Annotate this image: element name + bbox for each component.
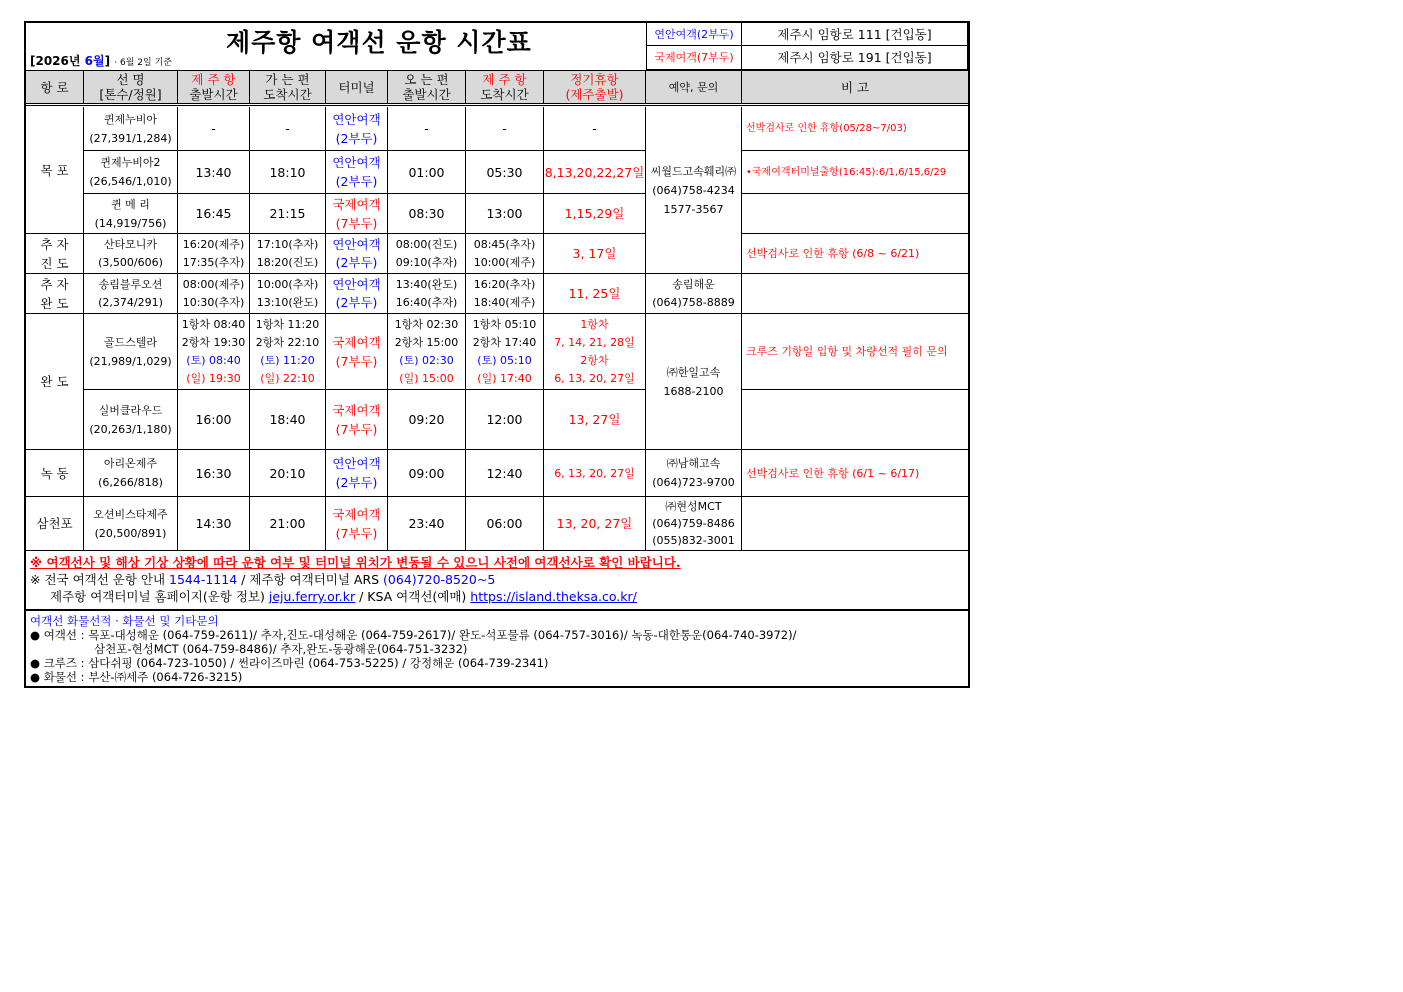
gold-stella-terminal: 국제여객 (7부두) [326,314,388,390]
ocean-vista-return-depart: 23:40 [388,497,466,551]
gold-stella-return-depart: 1항차 02:30 2항차 15:00 (토) 02:30 (일) 15:00 [388,314,466,390]
queen-nubia-arrive: - [250,107,326,151]
queen-mary-holiday: 1,15,29일 [544,194,646,234]
arion-holiday: 6, 13, 20, 27일 [544,450,646,497]
queen-nubia-depart: - [178,107,250,151]
header-terminal: 터미널 [326,70,388,104]
header-remarks: 비 고 [742,70,968,104]
terminal-coastal-label: 연안여객(2부두) [646,23,742,46]
arion-depart: 16:30 [178,450,250,497]
queen-nubia2-holiday: 8,13,20,22,27일 [544,151,646,194]
footer-line-passenger: ● 여객선 : 목포-대성해운 (064-759-2611)/ 추자,진도-대성해운 (064-759-2617)/ 완도-석포물류 (064-757-3016)/ 녹동-대한통운(064-740-3972)/ [30,628,797,642]
queen-mary-return-depart: 08:30 [388,194,466,234]
ship-arion-jeju: 아리온제주 (6,266/818) [84,450,178,497]
contact-hyunsung: ㈜현성MCT (064)759-8486 (055)832-3001 [646,497,742,551]
homepage-line: 제주항 여객터미널 홈페이지(운항 정보) jeju.ferry.or.kr / KSA 여객선(예매) https://island.theksa.co.kr/ [50,589,637,604]
queen-mary-return-arrive: 13:00 [466,194,544,234]
queen-nubia2-return-arrive: 05:30 [466,151,544,194]
header-holiday: 정기휴항 (제주출발) [544,70,646,104]
gold-stella-arrive: 1항차 11:20 2항차 22:10 (토) 11:20 (일) 22:10 [250,314,326,390]
queen-mary-remark [742,194,968,234]
header-arrive-dest: 가 는 편 도착시간 [250,70,326,104]
ocean-vista-remark [742,497,968,551]
arion-return-depart: 09:00 [388,450,466,497]
queen-mary-terminal: 국제여객 (7부두) [326,194,388,234]
queen-nubia2-terminal: 연안여객 (2부두) [326,151,388,194]
route-nokdong: 녹 동 [26,450,84,497]
gold-stella-holiday: 1항차 7, 14, 21, 28일 2항차 6, 13, 20, 27일 [544,314,646,390]
queen-nubia2-depart: 13:40 [178,151,250,194]
ocean-vista-terminal: 국제여객 (7부두) [326,497,388,551]
gold-stella-depart: 1항차 08:40 2항차 19:30 (토) 08:40 (일) 19:30 [178,314,250,390]
footer-line-cruise: ● 크루즈 : 삼다쉬핑 (064-723-1050) / 썬라이즈마린 (064-753-5225) / 강정해운 (064-739-2341) [30,656,549,670]
songrim-terminal: 연안여객 (2부두) [326,274,388,314]
queen-mary-depart: 16:45 [178,194,250,234]
queen-nubia-return-depart: - [388,107,466,151]
header-route: 항 로 [26,70,84,104]
header-arrive-jeju: 제 주 항 도착시간 [466,70,544,104]
santa-monica-holiday: 3, 17일 [544,234,646,274]
queen-nubia2-arrive: 18:10 [250,151,326,194]
ship-ocean-vista-jeju: 오션비스타제주 (20,500/891) [84,497,178,551]
footer-line-passenger-cont: 삼천포-현성MCT (064-759-8486)/ 추자,완도-동광해운(064-751-3232) [94,642,468,656]
footer-line-cargo: ● 화물선 : 부산-㈜세주 (064-726-3215) [30,670,243,684]
santa-monica-return-arrive: 08:45(추자) 10:00(제주) [466,234,544,274]
queen-nubia2-return-depart: 01:00 [388,151,466,194]
header-depart-jeju: 제 주 항 출발시간 [178,70,250,104]
header-divider [26,103,968,106]
songrim-arrive: 10:00(추자) 13:10(완도) [250,274,326,314]
contact-songrim: 송림해운 (064)758-8889 [646,274,742,314]
footer-heading: 여객선 화물선적 · 화물선 및 기타문의 [30,614,219,628]
silver-cloud-depart: 16:00 [178,390,250,450]
contact-seaworld: 씨월드고속훼리㈜ (064)758-4234 1577-3567 [646,107,742,274]
gold-stella-remark: 크루즈 기항일 입항 및 차량선적 필히 문의 [742,314,968,390]
songrim-holiday: 11, 25일 [544,274,646,314]
route-samcheonpo: 삼천포 [26,497,84,551]
arion-arrive: 20:10 [250,450,326,497]
queen-nubia-remark: 선박검사로 인한 휴항(05/28~7/03) [742,107,968,151]
header-ship: 선 명 [톤수/정원] [84,70,178,104]
terminal-homepage-link[interactable]: jeju.ferry.or.kr [268,589,356,604]
footer-divider [26,609,968,611]
ocean-vista-return-arrive: 06:00 [466,497,544,551]
terminal-international-label: 국제여객(7부두) [646,46,742,70]
arion-return-arrive: 12:40 [466,450,544,497]
silver-cloud-holiday: 13, 27일 [544,390,646,450]
header-contact: 예약, 문의 [646,70,742,104]
route-mokpo: 목 포 [26,107,84,234]
silver-cloud-return-depart: 09:20 [388,390,466,450]
ocean-vista-holiday: 13, 20, 27일 [544,497,646,551]
ship-queen-nubia: 퀸제누비아 (27,391/1,284) [84,107,178,151]
terminal-international-address: 제주시 임항로 191 [건입동] [742,46,968,70]
songrim-remark [742,274,968,314]
queen-nubia-return-arrive: - [466,107,544,151]
ship-queen-nubia2: 퀸제누비아2 (26,546/1,010) [84,151,178,194]
page-title: 제주항 여객선 운항 시간표 [226,28,532,57]
queen-nubia-holiday: - [544,107,646,151]
contact-namhae: ㈜남해고속 (064)723-9700 [646,450,742,497]
as-of-date: [2026년 6월] · 6월 2일 기준 [30,54,172,68]
ship-songrim-blue-ocean: 송림블루오션 (2,374/291) [84,274,178,314]
footer-contacts [30,614,964,684]
route-chuja-jindo: 추 자 진 도 [26,234,84,274]
silver-cloud-return-arrive: 12:00 [466,390,544,450]
route-wando: 완 도 [26,314,84,450]
santa-monica-terminal: 연안여객 (2부두) [326,234,388,274]
santa-monica-depart: 16:20(제주) 17:35(추자) [178,234,250,274]
ship-silver-cloud: 실버클라우드 (20,263/1,180) [84,390,178,450]
arion-remark: 선박검사로 인한 휴항 (6/1 ~ 6/17) [742,450,968,497]
gold-stella-return-arrive: 1항차 05:10 2항차 17:40 (토) 05:10 (일) 17:40 [466,314,544,390]
queen-mary-arrive: 21:15 [250,194,326,234]
ocean-vista-depart: 14:30 [178,497,250,551]
terminal-coastal-address: 제주시 임항로 111 [건입동] [742,23,968,46]
queen-nubia2-remark: •국제여객터미널출항(16:45):6/1,6/15,6/29 [742,151,968,194]
queen-nubia-terminal: 연안여객 (2부두) [326,107,388,151]
ksa-booking-link[interactable]: https://island.theksa.co.kr/ [470,589,637,604]
ocean-vista-arrive: 21:00 [250,497,326,551]
arion-terminal: 연안여객 (2부두) [326,450,388,497]
songrim-return-depart: 13:40(완도) 16:40(추자) [388,274,466,314]
route-chuja-wando: 추 자 완 도 [26,274,84,314]
header-depart-return: 오 는 편 출발시간 [388,70,466,104]
silver-cloud-terminal: 국제여객 (7부두) [326,390,388,450]
santa-monica-return-depart: 08:00(진도) 09:10(추자) [388,234,466,274]
songrim-depart: 08:00(제주) 10:30(추자) [178,274,250,314]
silver-cloud-remark [742,390,968,450]
songrim-return-arrive: 16:20(추자) 18:40(제주) [466,274,544,314]
santa-monica-remark: 선박검사로 인한 휴항 (6/8 ~ 6/21) [742,234,968,274]
santa-monica-arrive: 17:10(추자) 18:20(진도) [250,234,326,274]
ship-santa-monica: 산타모니카 (3,500/606) [84,234,178,274]
notice-block [30,554,964,605]
weather-warning: ※ 여객선사 및 해상 기상 상황에 따라 운항 여부 및 터미널 위치가 변동될 수 있으니 사전에 여객선사로 확인 바랍니다. [30,555,681,570]
contact-hanil: ㈜한일고속 1688-2100 [646,314,742,450]
ship-queen-mary: 퀸 메 리 (14,919/756) [84,194,178,234]
ship-gold-stella: 골드스텔라 (21,989/1,029) [84,314,178,390]
timetable-sheet [24,21,970,688]
guide-line: ※ 전국 여객선 운항 안내 1544-1114 / 제주항 여객터미널 ARS (064)720-8520~5 [30,572,496,587]
silver-cloud-arrive: 18:40 [250,390,326,450]
